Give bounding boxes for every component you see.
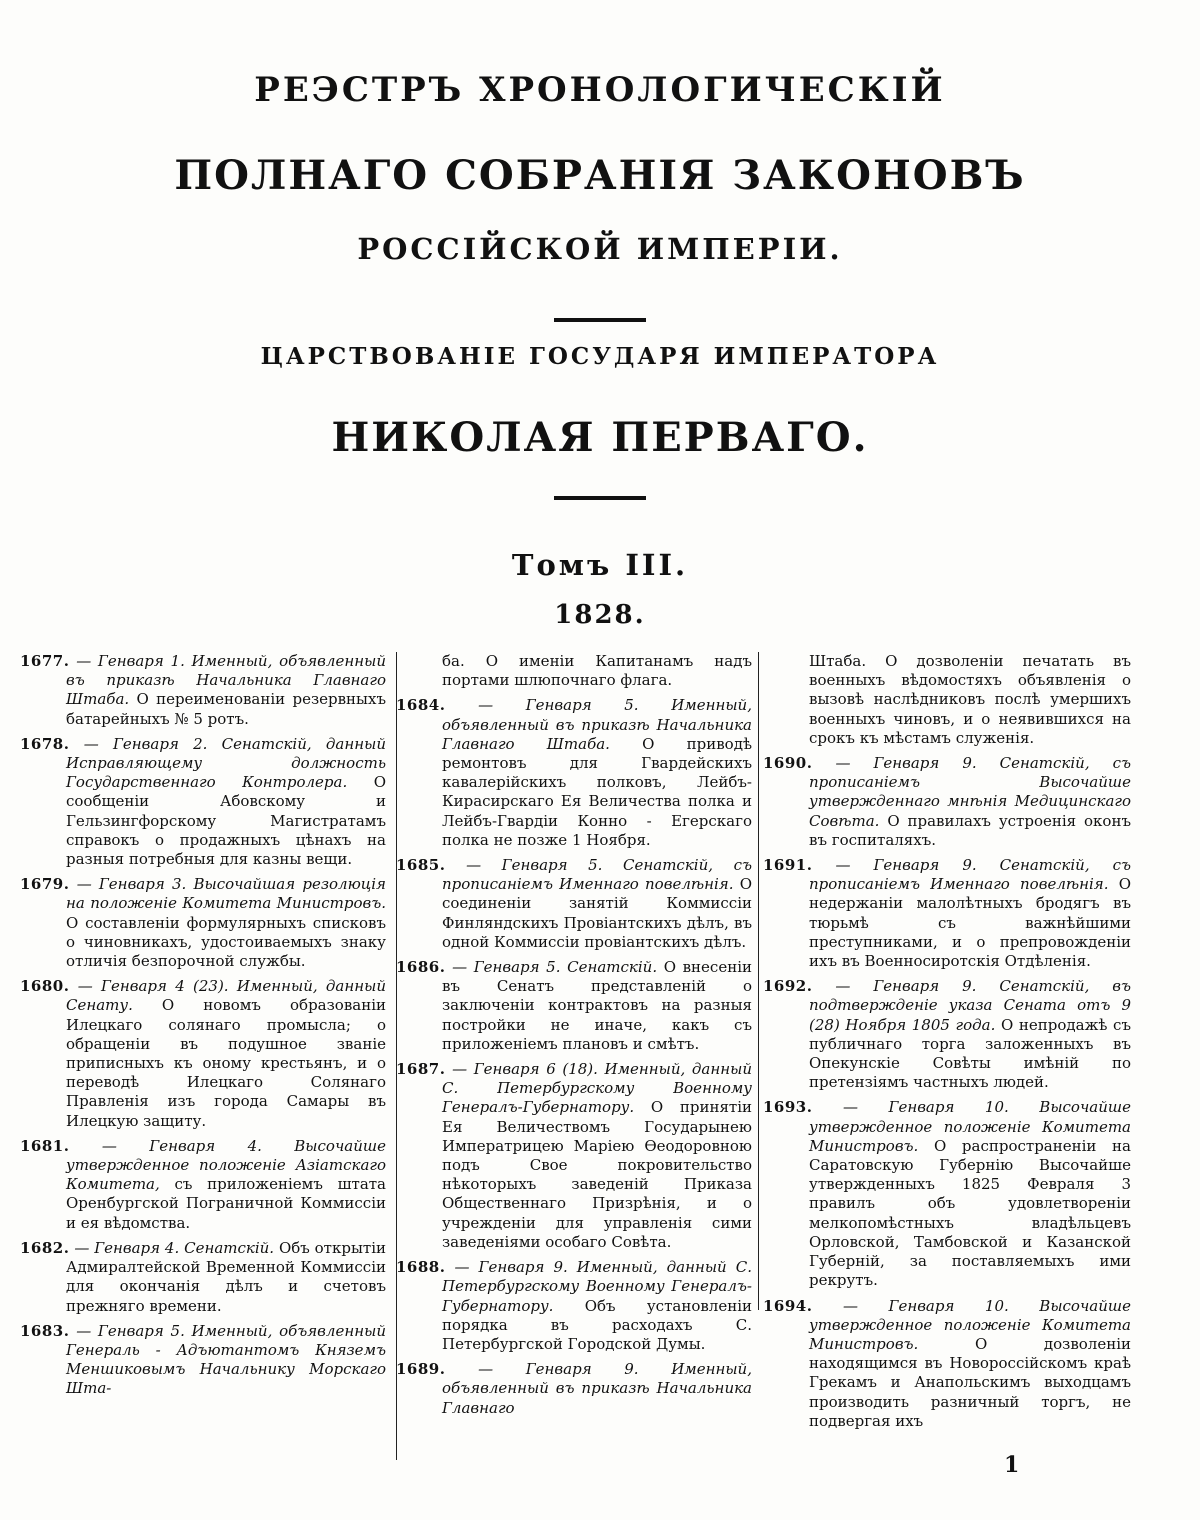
entry-text: О новомъ образованіи Илецкаго солянаго промысла; о обращеніи въ подушное званіе приписныхъ къ оному крестьянъ, и о переводѣ Илецкаго Солянаго Правленія изъ города Самары въ Илецкую защиту. xyxy=(66,996,386,1130)
register-entry xyxy=(396,856,752,952)
entry-heading: — Генваря 5. Именный, объявленный Генераль - Адъютантомъ Княземъ Меншиковымъ Начальнику Морскаго Шта- xyxy=(66,1321,386,1398)
entry-heading: — Генваря 4. Сенатскій. xyxy=(74,1238,275,1257)
volume-label: Томъ III. xyxy=(511,548,689,582)
entry-number: 1689. xyxy=(396,1360,446,1379)
entry-text: О недержаніи малолѣтныхъ бродягъ въ тюрьмѣ съ важнѣйшими преступниками, и о препровожденіи ихъ въ Военносиротскія Отдѣленія. xyxy=(809,875,1131,971)
register-entry xyxy=(20,1322,386,1399)
entry-number: 1691. xyxy=(763,856,813,875)
entry-heading: — Генваря 10. Высочайше утвержденное положеніе Комитета Министровъ. xyxy=(809,1098,1131,1155)
entry-text: О сообщеніи Абовскому и Гельзингфорскому Магистратамъ справокъ о продажныхъ цѣнахъ на разныя потребныя для казны вещи. xyxy=(66,773,386,869)
entry-number: 1686. xyxy=(396,958,446,977)
entry-number: 1677. xyxy=(20,652,70,670)
year-label: 1828. xyxy=(554,600,646,630)
collection-title: ПОЛНАГО СОБРАНІЯ ЗАКОНОВЪ xyxy=(174,152,1026,199)
title-divider xyxy=(554,318,646,322)
entry-number: 1694. xyxy=(763,1296,813,1315)
entry-number: 1688. xyxy=(396,1258,446,1277)
register-entry xyxy=(20,652,386,729)
entry-text: О правилахъ устроенія оконъ въ госпиталяхъ. xyxy=(809,811,1131,849)
register-entry xyxy=(20,1239,386,1316)
register-entry xyxy=(763,1098,1131,1290)
entry-heading: — Генваря 5. Сенатскій, съ прописаніемъ Именнаго повелѣнія. xyxy=(442,856,752,894)
entry-text: О внесеніи въ Сенатъ представленій о заключеніи контрактовъ на разныя постройки не иначе, какъ съ приложеніемъ плановъ и смѣтъ. xyxy=(442,958,752,1053)
continued-text: Штаба. О дозволеніи печатать въ военныхъ вѣдомостяхъ объявленія о вызовѣ наслѣдниковъ послѣ умершихъ военныхъ чиновъ, и о неявившихся на срокъ къ мѣстамъ служенія. xyxy=(809,652,1131,747)
register-entry xyxy=(20,977,386,1131)
text-column-2 xyxy=(396,652,752,1424)
entry-heading: — Генваря 3. Высочайшая резолюція на положеніе Комитета Министровъ. xyxy=(66,875,386,913)
entry-heading: — Генваря 5. Именный, объявленный въ приказѣ Начальника Главнаго Штаба. xyxy=(442,696,752,753)
text-column-1 xyxy=(20,652,386,1405)
emperor-name: НИКОЛАЯ ПЕРВАГО. xyxy=(331,414,869,461)
reign-title: ЦАРСТВОВАНІЕ ГОСУДАРЯ ИМПЕРАТОРА xyxy=(260,343,940,370)
entry-heading: — Генваря 9. Сенатскій, съ прописаніемъ Высочайше утвержденнаго мнѣнія Медицинскаго Совѣта. xyxy=(809,754,1131,830)
register-entry xyxy=(396,958,752,1054)
continued-text: ба. О именіи Капитанамъ надъ портами шлюпочнаго флага. xyxy=(442,652,752,690)
entry-heading: — Генваря 6 (18). Именный, данный С. Петербургскому Военному Генералъ-Губернатору. xyxy=(442,1060,752,1117)
entry-heading: — Генваря 9. Сенатскій, въ подтвержденіе указа Сената отъ 9 (28) Ноября 1805 года. xyxy=(809,977,1131,1034)
entry-text: О составленіи формулярныхъ списковъ о чиновникахъ, удостоиваемыхъ знаку отличія безпорочной службы. xyxy=(66,913,386,971)
entry-number: 1684. xyxy=(396,696,446,715)
entry-text: Объ установленіи порядка въ расходахъ С. Петербургской Городской Думы. xyxy=(442,1296,752,1353)
register-entry xyxy=(396,1258,752,1354)
page-number: 1 xyxy=(1004,1452,1020,1478)
entry-number: 1683. xyxy=(20,1321,70,1340)
entry-heading: — Генваря 5. Сенатскій. xyxy=(452,958,658,977)
entry-number: 1680. xyxy=(20,977,70,996)
register-entry xyxy=(763,1297,1131,1431)
entry-heading: — Генваря 10. Высочайше утвержденное положеніе Комитета Министровъ. xyxy=(809,1296,1131,1353)
entry-text: О приводѣ ремонтовъ для Гвардейскихъ кавалерійскихъ полковъ, Лейбъ-Кирасирскаго Ея Величества полка и Лейбъ-Гвардіи Конно - Егерскаго полка не позже 1 Ноября. xyxy=(442,734,752,849)
entry-text: О переименованіи резервныхъ батарейныхъ № 5 ротъ. xyxy=(66,690,386,728)
register-entry xyxy=(763,754,1131,850)
entry-heading: — Генваря 9. Именный, объявленный въ приказѣ Начальника Главнаго xyxy=(442,1360,752,1417)
entry-text: О непродажѣ съ публичнаго торга заложенныхъ въ Опекунскіе Совѣты имѣній по претензіямъ частныхъ людей. xyxy=(809,1015,1131,1092)
register-entry xyxy=(396,1360,752,1418)
entry-heading: — Генваря 4. Высочайше утвержденное положеніе Азіатскаго Комитета, xyxy=(66,1136,386,1194)
entry-text: Объ открытіи Адмиралтейской Временной Коммиссіи для окончанія дѣлъ и счетовъ прежняго времени. xyxy=(66,1238,386,1315)
entry-heading: — Генваря 4 (23). Именный, данный Сенату. xyxy=(66,977,386,1015)
entry-number: 1682. xyxy=(20,1238,70,1257)
entry-heading: — Генваря 9. Именный, данный С. Петербургскому Военному Генералъ-Губернатору. xyxy=(442,1258,752,1315)
entry-number: 1687. xyxy=(396,1060,446,1079)
entry-number: 1692. xyxy=(763,977,813,996)
entry-number: 1685. xyxy=(396,856,446,875)
entry-number: 1679. xyxy=(20,875,70,894)
entry-number: 1681. xyxy=(20,1136,70,1155)
entry-heading: — Генваря 1. Именный, объявленный въ приказѣ Начальника Главнаго Штаба. xyxy=(66,652,386,709)
register-entry xyxy=(20,735,386,869)
register-entry xyxy=(763,977,1131,1092)
entry-number: 1690. xyxy=(763,754,813,773)
reign-divider xyxy=(554,496,646,500)
entry-text: О распространеніи на Саратовскую Губернію Высочайше утвержденныхъ 1825 Февраля 3 правилъ объ удовлетвореніи мелкопомѣстныхъ владѣльцевъ Орловской, Тамбовской и Казанской Губерній, за поставляемыхъ ими рекрутъ. xyxy=(809,1136,1131,1290)
column-divider xyxy=(758,652,759,1310)
entry-number: 1693. xyxy=(763,1098,813,1117)
entry-text: О соединеніи занятій Коммиссіи Финляндскихъ Провіантскихъ дѣлъ, въ одной Коммиссіи провіантскихъ дѣлъ. xyxy=(442,875,752,951)
entry-text: О принятіи Ея Величествомъ Государынею Императрицею Маріею Ѳеодоровною подъ Свое покровительство нѣкоторыхъ заведеній Приказа Общественнаго Призрѣнія, и о учрежденіи для управленія сими заведеніями особаго Совѣта. xyxy=(442,1098,752,1251)
entry-text: съ приложеніемъ штата Оренбургской Пограничной Коммиссіи и ея вѣдомства. xyxy=(66,1175,386,1232)
register-entry xyxy=(396,1060,752,1252)
register-entry xyxy=(396,696,752,850)
register-title: РЕЭСТРЪ ХРОНОЛОГИЧЕСКІЙ xyxy=(254,70,946,110)
entry-text: О дозволеніи находящимся въ Новороссійскомъ краѣ Грекамъ и Анапольскимъ выходцамъ производить разничный торгъ, не подвергая ихъ xyxy=(809,1334,1131,1430)
entry-number: 1678. xyxy=(20,734,70,753)
register-entry xyxy=(20,1137,386,1233)
entry-heading: — Генваря 2. Сенатскій, данный Исправляющему должность Государственнаго Контролера. xyxy=(66,734,386,792)
text-column-3 xyxy=(763,652,1131,1437)
register-entry xyxy=(20,875,386,971)
empire-title: РОССІЙСКОЙ ИМПЕРІИ. xyxy=(357,232,843,266)
entry-heading: — Генваря 9. Сенатскій, съ прописаніемъ Именнаго повелѣнія. xyxy=(809,856,1131,894)
register-entry xyxy=(763,856,1131,971)
